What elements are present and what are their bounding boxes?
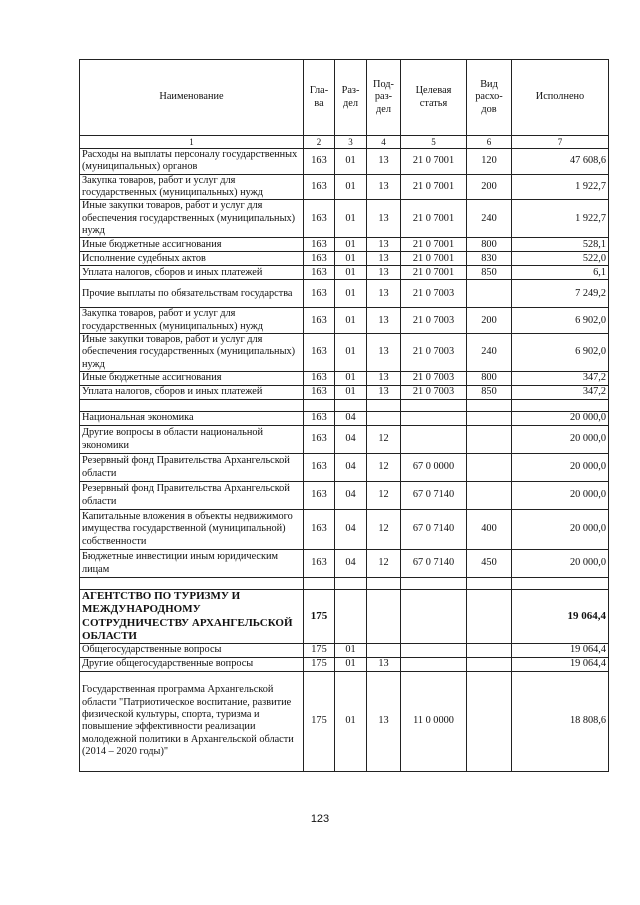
table-row (80, 334, 609, 372)
cell-glava: 163 (304, 412, 335, 426)
cell-name: Иные закупки товаров, работ и услуг для обеспечения государственных (муниципальных) нужд (80, 200, 304, 238)
cell-name: АГЕНТСТВО ПО ТУРИЗМУ И МЕЖДУНАРОДНОМУ СОТРУДНИЧЕСТВУ АРХАНГЕЛЬСКОЙ ОБЛАСТИ (80, 590, 304, 644)
cell-razdel (335, 578, 367, 590)
cell-statya: 21 0 7001 (401, 174, 467, 200)
cell-name: Иные бюджетные ассигнования (80, 238, 304, 252)
table-row (80, 657, 609, 671)
table-row (80, 372, 609, 386)
cell-name: Закупка товаров, работ и услуг для государственных (муниципальных) нужд (80, 174, 304, 200)
cell-glava: 163 (304, 308, 335, 334)
cell-name: Резервный фонд Правительства Архангельской области (80, 482, 304, 510)
cell-podrazdel (367, 412, 401, 426)
cell-name: Прочие выплаты по обязательствам государства (80, 280, 304, 308)
cell-name: Уплата налогов, сборов и иных платежей (80, 266, 304, 280)
header-statya: Целевая статья (401, 60, 467, 136)
header-podrazdel: Под- раз- дел (367, 60, 401, 136)
spacer-row (80, 400, 609, 412)
cell-statya: 21 0 7001 (401, 238, 467, 252)
cell-amount: 20 000,0 (512, 510, 609, 550)
cell-amount: 522,0 (512, 252, 609, 266)
cell-glava: 163 (304, 149, 335, 175)
table-row (80, 454, 609, 482)
cell-glava: 175 (304, 671, 335, 771)
cell-amount (512, 578, 609, 590)
cell-statya: 21 0 7003 (401, 308, 467, 334)
header-vid: Вид расхо- дов (467, 60, 512, 136)
cell-vid: 240 (467, 200, 512, 238)
cell-podrazdel: 13 (367, 671, 401, 771)
cell-name: Национальная экономика (80, 412, 304, 426)
cell-razdel: 01 (335, 671, 367, 771)
table-row (80, 510, 609, 550)
cell-amount: 6 902,0 (512, 334, 609, 372)
cell-vid (467, 400, 512, 412)
cell-podrazdel: 12 (367, 454, 401, 482)
cell-name: Расходы на выплаты персоналу государственных (муниципальных) органов (80, 149, 304, 175)
cell-glava: 163 (304, 252, 335, 266)
cell-amount: 20 000,0 (512, 550, 609, 578)
cell-amount: 18 808,6 (512, 671, 609, 771)
cell-vid (467, 657, 512, 671)
table-row (80, 482, 609, 510)
cell-razdel: 01 (335, 334, 367, 372)
cell-vid (467, 643, 512, 657)
cell-vid (467, 454, 512, 482)
table-row (80, 238, 609, 252)
cell-podrazdel: 13 (367, 252, 401, 266)
cell-podrazdel: 13 (367, 386, 401, 400)
header-amount: Исполнено (512, 60, 609, 136)
cell-razdel: 01 (335, 238, 367, 252)
cell-statya (401, 426, 467, 454)
cell-glava: 175 (304, 643, 335, 657)
cell-glava (304, 578, 335, 590)
cell-vid (467, 578, 512, 590)
cell-vid: 850 (467, 386, 512, 400)
cell-podrazdel: 13 (367, 200, 401, 238)
cell-podrazdel: 13 (367, 657, 401, 671)
cell-amount: 1 922,7 (512, 200, 609, 238)
cell-amount: 19 064,4 (512, 590, 609, 644)
cell-amount: 347,2 (512, 386, 609, 400)
cell-podrazdel: 13 (367, 149, 401, 175)
cell-statya: 21 0 7003 (401, 334, 467, 372)
budget-table (79, 59, 609, 772)
table-row (80, 149, 609, 175)
table-row (80, 252, 609, 266)
cell-amount: 20 000,0 (512, 412, 609, 426)
cell-vid (467, 482, 512, 510)
cell-statya: 21 0 7003 (401, 372, 467, 386)
cell-amount: 20 000,0 (512, 482, 609, 510)
cell-podrazdel: 13 (367, 280, 401, 308)
cell-amount: 20 000,0 (512, 426, 609, 454)
cell-razdel: 04 (335, 426, 367, 454)
cell-vid: 120 (467, 149, 512, 175)
cell-glava: 163 (304, 454, 335, 482)
table-row (80, 200, 609, 238)
cell-podrazdel: 13 (367, 238, 401, 252)
column-number-row (80, 136, 609, 149)
page-number: 123 (310, 813, 330, 825)
cell-amount: 7 249,2 (512, 280, 609, 308)
cell-amount: 47 608,6 (512, 149, 609, 175)
table-row (80, 266, 609, 280)
cell-glava: 175 (304, 590, 335, 644)
cell-razdel: 04 (335, 510, 367, 550)
column-number: 3 (335, 136, 367, 149)
cell-podrazdel: 13 (367, 372, 401, 386)
cell-name (80, 400, 304, 412)
cell-vid (467, 671, 512, 771)
cell-name: Резервный фонд Правительства Архангельской области (80, 454, 304, 482)
header-glava: Гла- ва (304, 60, 335, 136)
header-razdel: Раз- дел (335, 60, 367, 136)
cell-razdel: 01 (335, 308, 367, 334)
cell-statya: 21 0 7001 (401, 252, 467, 266)
cell-amount (512, 400, 609, 412)
cell-glava: 163 (304, 200, 335, 238)
cell-podrazdel (367, 643, 401, 657)
cell-razdel: 04 (335, 482, 367, 510)
cell-vid (467, 412, 512, 426)
cell-name (80, 578, 304, 590)
cell-vid: 800 (467, 372, 512, 386)
cell-vid: 400 (467, 510, 512, 550)
cell-razdel (335, 400, 367, 412)
cell-statya (401, 643, 467, 657)
cell-podrazdel: 13 (367, 334, 401, 372)
cell-name: Государственная программа Архангельской области "Патриотическое воспитание, развитие физической культуры, спорта, туризма и повышение эффективности реализации молодежной политики в Архангельской области (2014 – 2020 годы)" (80, 671, 304, 771)
cell-podrazdel: 12 (367, 482, 401, 510)
cell-statya: 21 0 7003 (401, 280, 467, 308)
cell-glava: 163 (304, 510, 335, 550)
cell-glava: 163 (304, 372, 335, 386)
column-number: 5 (401, 136, 467, 149)
table-row (80, 590, 609, 644)
cell-name: Бюджетные инвестиции иным юридическим лицам (80, 550, 304, 578)
cell-name: Другие вопросы в области национальной экономики (80, 426, 304, 454)
cell-razdel: 01 (335, 657, 367, 671)
cell-statya: 21 0 7001 (401, 149, 467, 175)
table-row (80, 280, 609, 308)
cell-vid: 200 (467, 308, 512, 334)
column-number: 6 (467, 136, 512, 149)
cell-statya (401, 578, 467, 590)
cell-razdel: 04 (335, 412, 367, 426)
cell-vid: 800 (467, 238, 512, 252)
cell-razdel: 01 (335, 174, 367, 200)
cell-razdel: 01 (335, 266, 367, 280)
cell-podrazdel: 13 (367, 174, 401, 200)
cell-vid (467, 590, 512, 644)
cell-vid: 450 (467, 550, 512, 578)
cell-statya: 21 0 7003 (401, 386, 467, 400)
cell-podrazdel: 13 (367, 266, 401, 280)
cell-name: Закупка товаров, работ и услуг для государственных (муниципальных) нужд (80, 308, 304, 334)
cell-glava: 163 (304, 386, 335, 400)
cell-glava: 163 (304, 482, 335, 510)
cell-glava: 163 (304, 334, 335, 372)
cell-name: Иные закупки товаров, работ и услуг для обеспечения государственных (муниципальных) нужд (80, 334, 304, 372)
column-number: 4 (367, 136, 401, 149)
cell-glava: 163 (304, 550, 335, 578)
cell-razdel: 04 (335, 550, 367, 578)
table-row (80, 174, 609, 200)
cell-statya: 67 0 7140 (401, 510, 467, 550)
cell-amount: 6,1 (512, 266, 609, 280)
cell-glava: 163 (304, 426, 335, 454)
cell-glava: 163 (304, 238, 335, 252)
table-row (80, 308, 609, 334)
table-row (80, 643, 609, 657)
cell-razdel: 01 (335, 386, 367, 400)
cell-amount: 20 000,0 (512, 454, 609, 482)
cell-podrazdel: 13 (367, 308, 401, 334)
cell-amount: 19 064,4 (512, 657, 609, 671)
cell-name: Уплата налогов, сборов и иных платежей (80, 386, 304, 400)
cell-podrazdel (367, 578, 401, 590)
cell-name: Общегосударственные вопросы (80, 643, 304, 657)
cell-glava: 163 (304, 266, 335, 280)
cell-name: Исполнение судебных актов (80, 252, 304, 266)
table-row (80, 426, 609, 454)
cell-statya: 67 0 7140 (401, 550, 467, 578)
column-number: 7 (512, 136, 609, 149)
cell-statya: 21 0 7001 (401, 200, 467, 238)
cell-amount: 528,1 (512, 238, 609, 252)
cell-name: Капитальные вложения в объекты недвижимого имущества государственной (муниципальной) собственности (80, 510, 304, 550)
cell-razdel: 04 (335, 454, 367, 482)
cell-statya (401, 657, 467, 671)
cell-statya: 11 0 0000 (401, 671, 467, 771)
column-number: 2 (304, 136, 335, 149)
table-row (80, 550, 609, 578)
cell-vid: 240 (467, 334, 512, 372)
header-name: Наименование (80, 60, 304, 136)
cell-statya (401, 412, 467, 426)
cell-glava: 163 (304, 174, 335, 200)
cell-vid (467, 426, 512, 454)
cell-vid (467, 280, 512, 308)
cell-amount: 19 064,4 (512, 643, 609, 657)
cell-glava: 175 (304, 657, 335, 671)
column-number: 1 (80, 136, 304, 149)
spacer-row (80, 578, 609, 590)
budget-table-body (80, 60, 609, 772)
cell-razdel: 01 (335, 200, 367, 238)
cell-razdel: 01 (335, 149, 367, 175)
cell-amount: 6 902,0 (512, 308, 609, 334)
cell-statya: 21 0 7001 (401, 266, 467, 280)
cell-amount: 1 922,7 (512, 174, 609, 200)
table-row (80, 671, 609, 771)
table-row (80, 412, 609, 426)
cell-razdel: 01 (335, 643, 367, 657)
cell-statya: 67 0 0000 (401, 454, 467, 482)
cell-razdel (335, 590, 367, 644)
cell-vid: 830 (467, 252, 512, 266)
cell-podrazdel (367, 590, 401, 644)
cell-razdel: 01 (335, 280, 367, 308)
cell-glava (304, 400, 335, 412)
cell-podrazdel: 12 (367, 426, 401, 454)
cell-amount: 347,2 (512, 372, 609, 386)
cell-razdel: 01 (335, 372, 367, 386)
table-header-row (80, 60, 609, 136)
cell-podrazdel (367, 400, 401, 412)
table-row (80, 386, 609, 400)
cell-podrazdel: 12 (367, 550, 401, 578)
cell-statya: 67 0 7140 (401, 482, 467, 510)
cell-vid: 850 (467, 266, 512, 280)
cell-vid: 200 (467, 174, 512, 200)
cell-podrazdel: 12 (367, 510, 401, 550)
cell-razdel: 01 (335, 252, 367, 266)
cell-name: Другие общегосударственные вопросы (80, 657, 304, 671)
cell-statya (401, 590, 467, 644)
cell-statya (401, 400, 467, 412)
cell-glava: 163 (304, 280, 335, 308)
cell-name: Иные бюджетные ассигнования (80, 372, 304, 386)
